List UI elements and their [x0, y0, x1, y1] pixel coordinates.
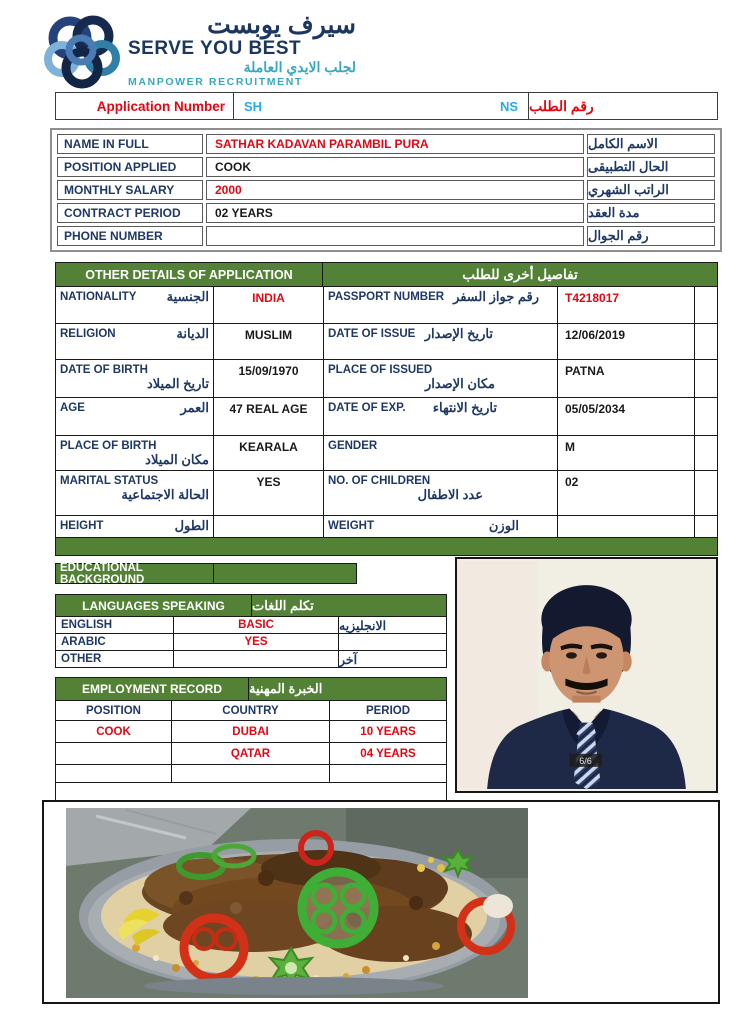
nationality-label-arabic: الجنسية — [166, 289, 209, 304]
arabic-label-arabic — [338, 634, 446, 650]
table-row — [56, 650, 446, 667]
height-label: HEIGHT — [60, 520, 104, 532]
height-label-arabic: الطول — [174, 518, 209, 533]
applicant-photo — [455, 557, 718, 793]
empty-cell — [694, 287, 717, 323]
table-row — [57, 203, 715, 223]
name-in-full-label: NAME IN FULL — [57, 134, 203, 154]
position-applied-label: POSITION APPLIED — [57, 157, 203, 177]
date-of-issue-label-arabic: تاريخ الإصدار — [424, 326, 493, 341]
empty-cell — [694, 324, 717, 359]
date-of-birth-value: 15/09/1970 — [213, 360, 323, 397]
marital-status-value: YES — [213, 471, 323, 515]
phone-number-value — [206, 226, 584, 246]
nationality-value: INDIA — [213, 287, 323, 323]
table-row — [56, 359, 717, 397]
employment-position — [56, 743, 171, 764]
application-number-label: Application Number — [96, 98, 225, 114]
table-row — [56, 435, 717, 470]
application-number-label-arabic: رقم الطلب — [528, 93, 717, 119]
employment-country: QATAR — [171, 743, 329, 764]
photo-watermark: 6/6 — [579, 755, 592, 766]
age-label-arabic: العمر — [180, 400, 209, 415]
application-number-value-cell — [233, 93, 528, 119]
logo-knot-icon — [40, 8, 122, 92]
passport-number-value: T4218017 — [557, 287, 694, 323]
employment-header — [56, 678, 446, 700]
employment-record-table — [55, 677, 447, 802]
table-row — [56, 323, 717, 359]
date-of-exp-label: DATE OF EXP. — [328, 402, 406, 414]
green-footer-bar — [56, 537, 717, 555]
languages-header — [56, 595, 446, 616]
other-details-header-arabic: تفاصيل أخرى للطلب — [462, 266, 578, 282]
empty-cell — [694, 360, 717, 397]
gender-label: GENDER — [328, 440, 378, 452]
logo-arabic-subtitle: لجلب الايدي العاملة — [243, 58, 356, 75]
date-of-issue-label: DATE OF ISSUE — [328, 328, 416, 340]
no-of-children-label-arabic: عدد الاطفال — [417, 487, 483, 502]
empty-cell — [214, 564, 356, 583]
languages-header-en: LANGUAGES SPEAKING — [56, 595, 252, 616]
phone-number-label-arabic: رقم الجوال — [587, 226, 715, 246]
height-value — [213, 516, 323, 537]
empty-cell — [694, 398, 717, 435]
no-of-children-label: NO. OF CHILDREN — [328, 475, 431, 487]
other-language-value — [173, 651, 338, 667]
application-number-suffix: NS — [499, 98, 518, 114]
period-column-header: PERIOD — [329, 701, 446, 720]
other-details-header — [56, 263, 717, 286]
company-logo — [40, 8, 356, 92]
food-photo — [66, 808, 528, 998]
date-of-exp-label-arabic: تاريخ الانتهاء — [432, 400, 497, 415]
food-illustration — [66, 808, 528, 998]
name-in-full-value: SATHAR KADAVAN PARAMBIL PURA — [206, 134, 584, 154]
date-of-issue-value: 12/06/2019 — [557, 324, 694, 359]
monthly-salary-label-arabic: الراتب الشهري — [587, 180, 715, 200]
table-row — [57, 134, 715, 154]
gender-value: M — [557, 436, 694, 470]
place-of-birth-label-arabic: مكان الميلاد — [145, 452, 209, 467]
employment-period: 04 YEARS — [329, 743, 446, 764]
religion-value: MUSLIM — [213, 324, 323, 359]
educational-background-header: EDUCATIONAL BACKGROUND — [56, 564, 214, 583]
weight-label-arabic: الوزن — [488, 518, 519, 533]
passport-number-label-arabic: رقم جواز السفر — [453, 289, 539, 304]
english-label-arabic: الانجليزيه — [338, 617, 446, 633]
table-row — [56, 397, 717, 435]
marital-status-label: MARITAL STATUS — [60, 475, 159, 487]
empty-row — [56, 782, 446, 801]
empty-cell — [694, 471, 717, 515]
employment-header-en: EMPLOYMENT RECORD — [56, 678, 249, 700]
place-of-issued-label: PLACE OF ISSUED — [328, 364, 433, 376]
logo-english-title: SERVE YOU BEST — [128, 37, 302, 59]
languages-table — [55, 594, 447, 668]
other-language-label-arabic: آخر — [338, 651, 446, 667]
nationality-label: NATIONALITY — [60, 291, 137, 303]
place-of-birth-label: PLACE OF BIRTH — [60, 440, 157, 452]
employment-country — [171, 765, 329, 782]
table-row — [56, 720, 446, 742]
logo-english-subtitle: MANPOWER RECRUITMENT — [128, 75, 303, 88]
table-row — [56, 286, 717, 323]
no-of-children-value: 02 — [557, 471, 694, 515]
table-row — [56, 742, 446, 764]
application-number-prefix: SH — [244, 98, 263, 114]
table-row — [56, 633, 446, 650]
phone-number-label: PHONE NUMBER — [57, 226, 203, 246]
other-details-header-en: OTHER DETAILS OF APPLICATION — [56, 263, 323, 286]
other-language-label: OTHER — [61, 653, 102, 665]
logo-arabic-title: سيرف يوبست — [207, 10, 356, 39]
empty-cell — [694, 516, 717, 537]
name-in-full-label-arabic: الاسم الكامل — [587, 134, 715, 154]
portrait-illustration — [457, 559, 716, 791]
table-row — [57, 180, 715, 200]
table-row — [56, 616, 446, 633]
date-of-birth-label-arabic: تاريخ الميلاد — [146, 376, 209, 391]
employment-country: DUBAI — [171, 721, 329, 742]
contract-period-value: 02 YEARS — [206, 203, 584, 223]
application-number-row — [55, 92, 718, 120]
passport-number-label: PASSPORT NUMBER — [328, 291, 445, 303]
employment-period — [329, 765, 446, 782]
table-row — [56, 764, 446, 782]
other-details-table — [55, 262, 718, 556]
contract-period-label: CONTRACT PERIOD — [57, 203, 203, 223]
monthly-salary-label: MONTHLY SALARY — [57, 180, 203, 200]
date-of-exp-value: 05/05/2034 — [557, 398, 694, 435]
table-row — [57, 226, 715, 246]
place-of-issued-value: PATNA — [557, 360, 694, 397]
employment-position — [56, 765, 171, 782]
english-value: BASIC — [173, 617, 338, 633]
table-row — [57, 157, 715, 177]
food-photo-frame — [42, 800, 720, 1004]
monthly-salary-value: 2000 — [206, 180, 584, 200]
arabic-label: ARABIC — [61, 636, 106, 648]
personal-details-table — [50, 128, 722, 252]
position-column-header: POSITION — [86, 704, 141, 717]
contract-period-label-arabic: مدة العقد — [587, 203, 715, 223]
educational-background-section — [55, 563, 357, 584]
religion-label-arabic: الديانة — [176, 326, 209, 341]
country-column-header: COUNTRY — [171, 701, 329, 720]
position-applied-value: COOK — [206, 157, 584, 177]
place-of-birth-value: KEARALA — [213, 436, 323, 470]
weight-value — [557, 516, 694, 537]
position-applied-label-arabic: الحال التطبيقى — [587, 157, 715, 177]
employment-column-headers — [56, 700, 446, 720]
english-label: ENGLISH — [61, 619, 113, 631]
date-of-birth-label: DATE OF BIRTH — [60, 364, 148, 376]
age-label: AGE — [60, 402, 85, 414]
languages-header-arabic: تكلم اللغات — [252, 597, 314, 613]
empty-cell — [694, 436, 717, 470]
employment-header-arabic: الخبرة المهنية — [249, 681, 323, 696]
employment-position: COOK — [96, 725, 131, 738]
marital-status-label-arabic: الحالة الاجتماعية — [121, 487, 209, 502]
table-row — [56, 470, 717, 515]
arabic-value: YES — [173, 634, 338, 650]
employment-period: 10 YEARS — [329, 721, 446, 742]
age-value: 47 REAL AGE — [213, 398, 323, 435]
weight-label: WEIGHT — [328, 520, 374, 532]
religion-label: RELIGION — [60, 328, 116, 340]
table-row — [56, 515, 717, 537]
place-of-issued-label-arabic: مكان الإصدار — [424, 376, 495, 391]
